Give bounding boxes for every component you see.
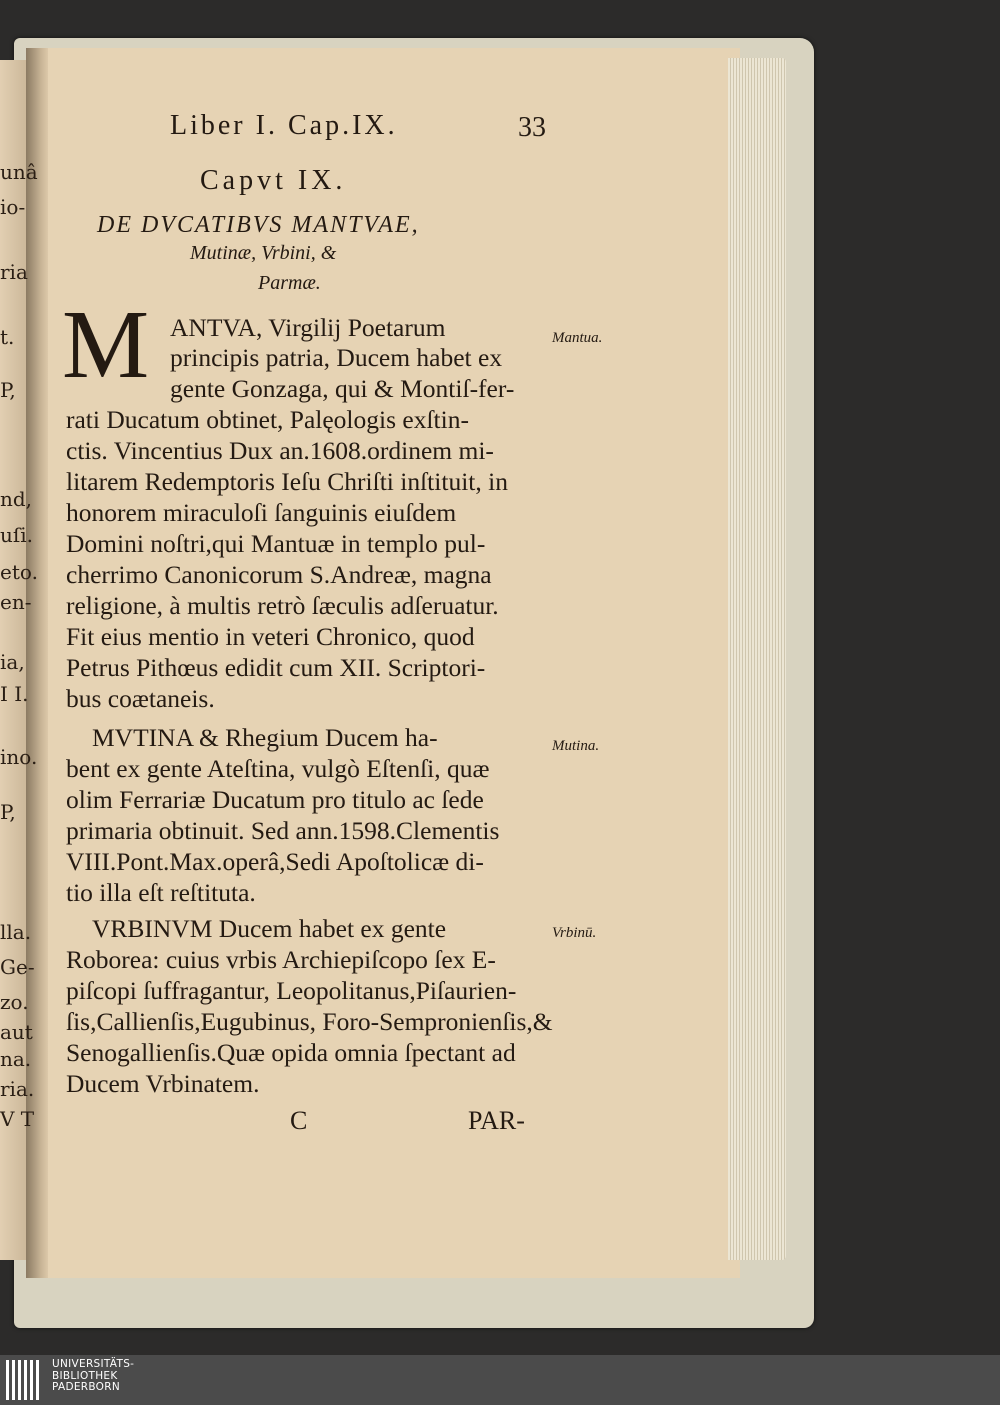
body-line: rati Ducatum obtinet, Palęologis exſtin- xyxy=(66,405,469,434)
chapter-title-line: Mutinæ, Vrbini, & xyxy=(190,242,337,264)
page-edges xyxy=(728,58,786,1260)
left-page-fragment: ria xyxy=(0,260,28,284)
running-head: Liber I. Cap.IX. xyxy=(170,110,398,141)
logo-line: PADERBORN xyxy=(52,1381,120,1393)
left-page-fragment: P, xyxy=(0,378,16,402)
left-page-fragment: aut xyxy=(0,1020,33,1044)
chapter-title-line: Parmæ. xyxy=(258,272,321,294)
left-page-fragment: ia, xyxy=(0,650,25,674)
left-page-fragment: V T xyxy=(0,1107,35,1131)
left-page-fragment: nd, xyxy=(0,487,33,511)
body-line: VIII.Pont.Max.operâ,Sedi Apoſtolicæ di- xyxy=(66,847,484,876)
body-line: VRBINVM Ducem habet ex gente xyxy=(92,914,447,943)
left-page-fragment: ino. xyxy=(0,745,38,769)
body-line: piſcopi ſuffragantur, Leopolitanus,Piſaurien- xyxy=(66,976,517,1005)
body-line: Domini noſtri,qui Mantuæ in templo pul- xyxy=(66,529,486,558)
margin-note: Mutina. xyxy=(552,738,600,754)
body-line: bent ex gente Ateſtina, vulgò Eſtenſi, quæ xyxy=(66,754,490,783)
page-number: 33 xyxy=(518,112,546,143)
body-line: gente Gonzaga, qui & Montiſ-fer- xyxy=(170,374,515,403)
left-page-fragment: uſi. xyxy=(0,523,34,547)
library-logo-icon xyxy=(6,1360,44,1400)
body-line: Roborea: cuius vrbis Archiepiſcopo ſex E- xyxy=(66,945,496,974)
left-page-fragment: I I. xyxy=(0,682,29,706)
body-line: olim Ferrariæ Ducatum pro titulo ac ſede xyxy=(66,785,484,814)
logo-line: BIBLIOTHEK xyxy=(52,1369,118,1382)
body-line: MVTINA & Rhegium Ducem ha- xyxy=(92,723,438,752)
left-page-fragment: Ge- xyxy=(0,955,35,979)
body-line: ſis,Callienſis,Eugubinus, Foro-Sempronienſis,& xyxy=(66,1007,553,1036)
left-page-fragment: ria. xyxy=(0,1077,35,1101)
body-line: bus coætaneis. xyxy=(66,684,215,713)
left-page-fragment: unâ xyxy=(0,160,38,184)
body-line: Ducem Vrbinatem. xyxy=(66,1069,260,1098)
library-logo-text xyxy=(52,1359,134,1394)
left-page-fragment: eto. xyxy=(0,560,38,584)
left-page-fragment: P, xyxy=(0,800,16,824)
body-line: religione, à multis retrò ſæculis adſeruatur. xyxy=(66,591,499,620)
body-line: principis patria, Ducem habet ex xyxy=(170,343,503,372)
body-line: ANTVA, Virgilij Poetarum xyxy=(170,313,446,342)
left-page-fragment: io- xyxy=(0,195,26,219)
chapter-title-line: DE DVCATIBVS MANTVAE, xyxy=(97,212,420,238)
left-page-fragment: na. xyxy=(0,1047,32,1071)
left-page-fragment: en- xyxy=(0,590,32,614)
body-line: honorem miraculoſi ſanguinis eiuſdem xyxy=(66,498,457,527)
left-page-fragment: zo. xyxy=(0,990,29,1014)
body-line: Petrus Pithœus edidit cum XII. Scriptori- xyxy=(66,653,486,682)
body-line: litarem Redemptoris Ieſu Chriſti inſtituit, in xyxy=(66,467,508,496)
left-page-fragment: lla. xyxy=(0,920,32,944)
catchword: PAR- xyxy=(468,1106,525,1135)
library-footer xyxy=(0,1355,1000,1405)
drop-cap: M xyxy=(62,291,150,399)
left-page-fragment: t. xyxy=(0,325,15,349)
margin-note: Mantua. xyxy=(552,330,603,346)
body-line: tio illa eſt reſtituta. xyxy=(66,878,256,907)
logo-line: UNIVERSITÄTS- xyxy=(52,1358,135,1370)
body-line: cherrimo Canonicorum S.Andreæ, magna xyxy=(66,560,492,589)
body-line: primaria obtinuit. Sed ann.1598.Clementis xyxy=(66,816,500,845)
margin-note: Vrbinū. xyxy=(552,925,597,941)
signature-mark: C xyxy=(290,1106,308,1135)
body-line: Senogallienſis.Quæ opida omnia ſpectant ad xyxy=(66,1038,516,1067)
chapter-heading: Capvt IX. xyxy=(200,165,347,196)
body-line: Fit eius mentio in veteri Chronico, quod xyxy=(66,622,475,651)
body-line: ctis. Vincentius Dux an.1608.ordinem mi- xyxy=(66,436,494,465)
